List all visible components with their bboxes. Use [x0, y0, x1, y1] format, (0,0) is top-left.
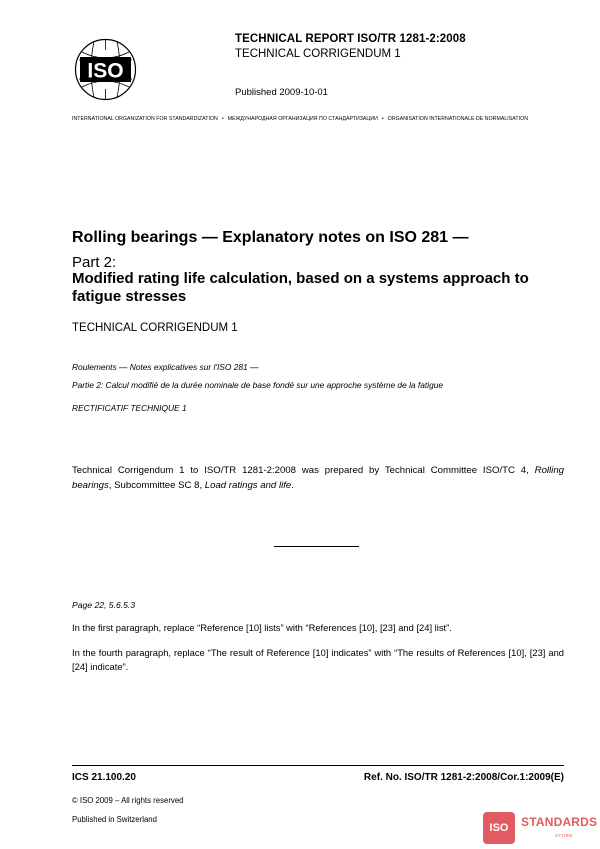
foreword-subcommittee: Load ratings and life [204, 480, 292, 491]
copyright-notice: © ISO 2009 – All rights reserved [72, 796, 184, 805]
org-name-en: INTERNATIONAL ORGANIZATION FOR STANDARDIZATION [72, 116, 218, 122]
stamp-logo-text: ISO [489, 822, 509, 834]
french-part: Partie 2: Calcul modifié de la durée nominale de base fondé sur une approche système de la fatigue [72, 380, 444, 390]
iso-logo [74, 38, 137, 101]
stamp-iso-logo [483, 812, 515, 844]
ics-code: ICS 21.100.20 [72, 772, 136, 783]
document-subtitle: Modified rating life calculation, based on a systems approach to fatigue stresses [72, 270, 529, 305]
document-part: Part 2: [72, 254, 117, 271]
page-reference: Page 22, 5.6.5.3 [72, 600, 136, 610]
org-name-ru: МЕЖДУНАРОДНАЯ ОРГАНИЗАЦИЯ ПО СТАНДАРТИЗАЦИИ [227, 116, 378, 122]
report-title: TECHNICAL REPORT ISO/TR 1281-2:2008 [235, 33, 466, 45]
section-divider [274, 546, 359, 547]
foreword-text: . [291, 480, 294, 491]
document-title: Rolling bearings — Explanatory notes on ISO 281 — [72, 229, 469, 246]
published-date: Published 2009-10-01 [235, 87, 328, 98]
standards-store-stamp [483, 812, 598, 846]
correction-paragraph-1: In the first paragraph, replace “Reference [10] lists” with “References [10], [23] and [24] list”. [72, 622, 452, 633]
report-subtitle: TECHNICAL CORRIGENDUM 1 [235, 48, 401, 60]
french-title: Roulements — Notes explicatives sur l'ISO 281 — [72, 362, 259, 372]
footer-divider [72, 765, 564, 766]
organization-line [72, 116, 572, 122]
org-separator: • [381, 116, 384, 122]
foreword-text: Technical Corrigendum 1 to ISO/TR 1281-2:2008 was prepared by Technical Committee ISO/TC 4, [72, 465, 535, 476]
corrigendum-label: TECHNICAL CORRIGENDUM 1 [72, 322, 238, 334]
french-corrigendum: RECTIFICATIF TECHNIQUE 1 [72, 403, 187, 413]
reference-number: Ref. No. ISO/TR 1281-2:2008/Cor.1:2009(E) [363, 772, 564, 783]
correction-paragraph-2: In the fourth paragraph, replace “The result of Reference [10] indicates” with “The results of References [10], [23] and [24] indicate”. [72, 647, 564, 672]
foreword-committee: Rolling bearings [72, 465, 564, 491]
foreword-paragraph [72, 463, 564, 493]
stamp-text: STANDARDS [521, 815, 598, 829]
iso-logo-text: ISO [87, 59, 124, 83]
org-separator: • [221, 116, 224, 122]
org-name-fr: ORGANISATION INTERNATIONALE DE NORMALISATION [387, 116, 529, 122]
foreword-text: , Subcommittee SC 8, [108, 480, 205, 491]
published-location: Published in Switzerland [72, 815, 157, 824]
stamp-store-text: STORE [555, 833, 573, 838]
